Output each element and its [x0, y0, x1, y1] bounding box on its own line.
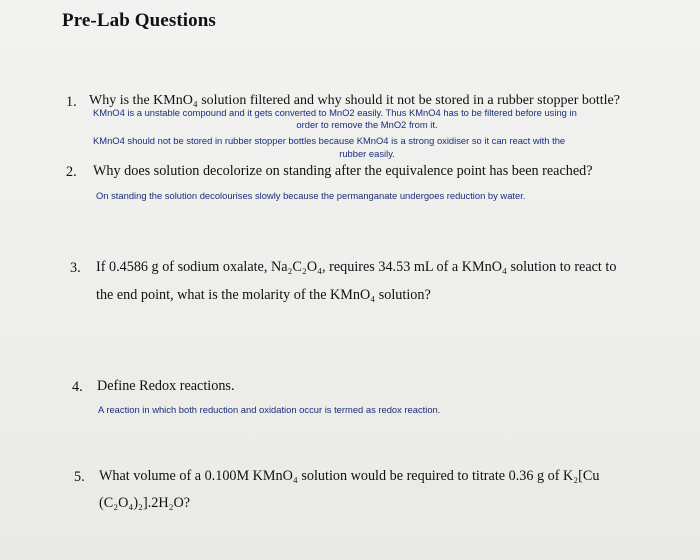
question-1-text: Why is the KMnO₄ solution filtered and why should it not be stored in a rubber stopper bottle? [89, 93, 620, 108]
question-1-number: 1. [66, 94, 77, 110]
question-3-number: 3. [70, 260, 81, 276]
question-2-number: 2. [66, 164, 77, 180]
question-1-answer-line-3: KMnO4 should not be stored in rubber stopper bottles because KMnO4 is a strong oxidiser so it can react with the [93, 135, 566, 146]
question-2-text: Why does solution decolorize on standing after the equivalence point has been reached? [93, 163, 593, 179]
question-1-answer-line-4: rubber easily. [339, 148, 395, 159]
page-title: Pre-Lab Questions [62, 10, 216, 31]
question-2-answer: On standing the solution decolourises slowly because the permanganate undergoes reduction by water. [96, 190, 526, 201]
question-1-answer-line-1: KMnO4 is a unstable compound and it gets converted to MnO2 easily. Thus KMnO4 has to be filtered before using in [93, 107, 577, 118]
question-3-line-1: If 0.4586 g of sodium oxalate, Na₂C₂O₄, requires 34.53 mL of a KMnO₄ solution to react to [96, 259, 617, 275]
question-1-answer-line-2: order to remove the MnO2 from it. [296, 119, 438, 130]
question-3-line-2: the end point, what is the molarity of the KMnO₄ solution? [96, 287, 431, 303]
question-5-number: 5. [74, 469, 85, 485]
question-4-answer: A reaction in which both reduction and oxidation occur is termed as redox reaction. [98, 404, 441, 415]
question-5-line-1: What volume of a 0.100M KMnO₄ solution would be required to titrate 0.36 g of K₂[Cu [99, 468, 600, 484]
question-4-text: Define Redox reactions. [97, 378, 235, 394]
question-4-number: 4. [72, 379, 83, 395]
question-5-line-2: (C₂O₄)₂].2H₂O? [99, 495, 191, 511]
